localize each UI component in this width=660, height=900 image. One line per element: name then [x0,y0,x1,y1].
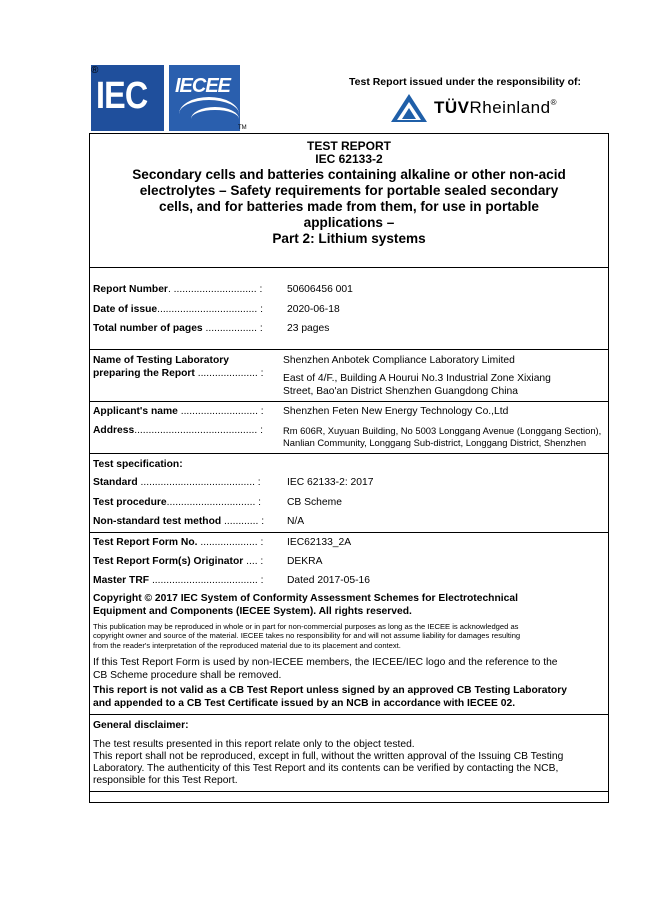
test-procedure-value: CB Scheme [287,497,342,508]
report-title [90,140,608,247]
trf-number-value: IEC62133_2A [287,537,352,548]
disclaimer-line-4: responsible for this Test Report. [93,775,238,786]
lab-address-line-2: Street, Bao'an District Shenzhen Guangdong China [283,386,518,397]
copyright-small-1: This publication may be reproduced in whole or in part for non-commercial purposes as long as the IECEE is acknowledged as [93,622,519,631]
iec-registered-mark: ® [91,65,99,76]
trf-originator-value: DEKRA [287,556,323,567]
responsibility-line: Test Report issued under the responsibility of: [349,76,581,88]
applicant-address-label: Address........................................... : [93,425,263,436]
lab-label-2: preparing the Report ..................... : [93,368,264,379]
total-pages-label: Total number of pages .................. : [93,323,263,334]
report-frame [89,133,609,803]
copyright-line-2: Equipment and Components (IECEE System). All rights reserved. [93,606,412,617]
divider [90,532,608,533]
applicant-address-line-2: Nanlian Community, Longgang Sub-district, Longgang District, Shenzhen [283,437,587,448]
non-standard-method-value: N/A [287,516,305,527]
title-line-7: Part 2: Lithium systems [272,231,426,246]
non-member-line-1: If this Test Report Form is used by non-IECEE members, the IECEE/IEC logo and the reference to the [93,657,558,668]
applicant-name-value: Shenzhen Feten New Energy Technology Co.,Ltd [283,406,509,417]
trf-number-label: Test Report Form No. .................... : [93,537,264,548]
tuv-rheinland-logo [390,93,557,123]
tuv-rheinland-wordmark: TÜVRheinland® [434,98,557,117]
copyright-line-1: Copyright © 2017 IEC System of Conformity Assessment Schemes for Electrotechnical [93,593,518,604]
master-trf-label: Master TRF ..................................... : [93,575,264,586]
lab-name-value: Shenzhen Anbotek Compliance Laboratory Limited [283,355,515,366]
total-pages-value: 23 pages [287,323,330,334]
disclaimer-heading: General disclaimer: [93,720,189,731]
date-of-issue-value: 2020-06-18 [287,304,340,315]
test-procedure-label: Test procedure............................... : [93,497,262,508]
date-of-issue-label: Date of issue................................... : [93,304,263,315]
divider [90,791,608,792]
iec-logo [91,65,164,131]
validity-line-2: and appended to a CB Test Certificate issued by an NCB in accordance with IECEE 02. [93,698,516,709]
applicant-address-line-1: Rm 606R, Xuyuan Building, No 5003 Longgang Avenue (Longgang Section), [283,425,602,436]
iecee-logo-text: IECEE [175,75,231,97]
report-number-label: Report Number. ............................. : [93,284,263,295]
standard-label: Standard ........................................ : [93,477,261,488]
title-line-4: electrolytes – Safety requirements for portable sealed secondary [139,183,559,198]
iecee-logo [169,65,240,131]
copyright-small-3: from the reader's interpretation of the reproduced material due to its placement and context. [93,641,401,650]
lab-label-1: Name of Testing Laboratory [93,355,229,366]
disclaimer-line-1: The test results presented in this report relate only to the object tested. [93,739,415,750]
iecee-logo-arc-inner [191,107,239,131]
title-line-3: Secondary cells and batteries containing alkaline or other non-acid [132,167,566,182]
title-line-5: cells, and for batteries made from them, for use in portable [159,199,539,214]
divider [90,453,608,454]
report-number-value: 50606456 001 [287,284,353,295]
test-specification-heading: Test specification: [93,459,183,470]
divider [90,267,608,268]
validity-line-1: This report is not valid as a CB Test Report unless signed by an approved CB Testing Laboratory [93,685,567,696]
lab-address-line-1: East of 4/F., Building A Hourui No.3 Industrial Zone Xixiang [283,373,551,384]
iec-logo-text: IEC [96,75,148,117]
trf-originator-label: Test Report Form(s) Originator .... : [93,556,264,567]
standard-value: IEC 62133-2: 2017 [287,477,374,488]
iecee-trademark: TM [238,125,247,131]
master-trf-value: Dated 2017-05-16 [287,575,371,586]
title-test-report: TEST REPORT [306,139,391,153]
divider [90,714,608,715]
tuv-triangle-icon [390,93,428,123]
divider [90,401,608,402]
title-standard: IEC 62133-2 [315,152,383,166]
applicant-name-label: Applicant's name ........................... : [93,406,264,417]
non-standard-method-label: Non-standard test method ............ : [93,516,265,527]
disclaimer-line-2: This report shall not be reproduced, except in full, without the written approval of the Issuing CB Testing [93,751,564,762]
title-line-6: applications – [303,215,395,230]
non-member-line-2: CB Scheme procedure shall be removed. [93,670,282,681]
disclaimer-line-3: Laboratory. The authenticity of this Test Report and its contents can be verified by contacting the NCB, [93,763,559,774]
divider [90,349,608,350]
copyright-small-2: copyright owner and source of the material. IECEE takes no responsibility for and will not assume liability for damages resulting [93,631,521,640]
